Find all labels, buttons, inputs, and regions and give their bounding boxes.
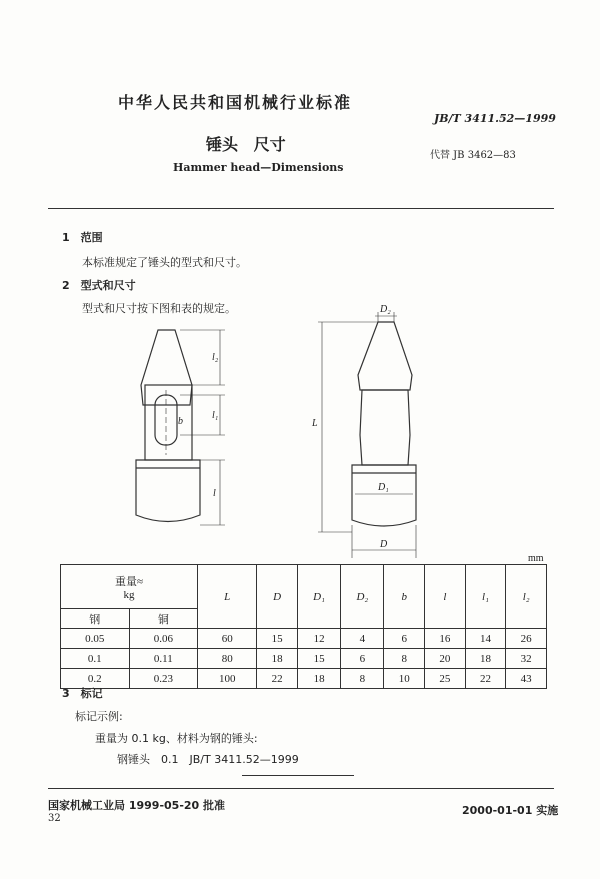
col-l1: l₁ — [465, 565, 506, 629]
label-D1: D₁ — [378, 482, 389, 493]
label-l1: l₁ — [212, 410, 219, 421]
table-row: 0.1 0.11 80 18 15 6 8 20 18 32 — [61, 649, 547, 669]
col-copper: 铜 — [129, 609, 198, 629]
section-3-heading: 3 标记 — [62, 687, 103, 700]
col-L: L — [198, 565, 257, 629]
table-row: 0.05 0.06 60 15 12 4 6 16 14 26 — [61, 629, 547, 649]
col-D: D — [257, 565, 298, 629]
section-1-heading: 1 范围 — [62, 231, 103, 244]
footer-rule — [48, 788, 554, 789]
col-l: l — [425, 565, 466, 629]
label-l: l — [213, 488, 216, 499]
title-cn: 锤头 尺寸 — [206, 135, 286, 154]
marking-description: 重量为 0.1 kg、材料为钢的锤头: — [95, 732, 258, 745]
page-number: 32 — [48, 813, 61, 824]
section-2-body: 型式和尺寸按下图和表的规定。 — [82, 302, 236, 315]
end-rule — [242, 775, 354, 776]
label-b: b — [178, 416, 183, 427]
org-title: 中华人民共和国机械行业标准 — [118, 93, 353, 112]
col-D1: D₁ — [297, 565, 340, 629]
label-l2: l₂ — [212, 352, 219, 363]
label-D2: D₂ — [380, 304, 391, 315]
label-L: L — [312, 418, 318, 429]
section-2-heading: 2 型式和尺寸 — [62, 279, 136, 292]
section-1-body: 本标准规定了锤头的型式和尺寸。 — [82, 256, 247, 269]
table-row: 0.2 0.23 100 22 18 8 10 25 22 43 — [61, 669, 547, 689]
hammer-head-drawing — [0, 300, 600, 560]
approval-line: 国家机械工业局 1999-05-20 批准 — [48, 799, 226, 812]
unit-label: mm — [528, 553, 544, 564]
dimensions-table — [60, 564, 547, 689]
col-D2: D₂ — [341, 565, 384, 629]
standard-number: JB/T 3411.52—1999 — [434, 112, 556, 125]
effective-date: 2000-01-01 实施 — [462, 804, 559, 817]
col-l2: l₂ — [506, 565, 547, 629]
label-D: D — [380, 539, 388, 550]
col-steel: 钢 — [61, 609, 130, 629]
header-rule — [48, 208, 554, 209]
marking-label: 标记示例: — [75, 710, 123, 723]
weight-header: 重量≈ kg — [61, 565, 198, 609]
col-b: b — [384, 565, 425, 629]
replaces-note: 代替 JB 3462—83 — [430, 150, 516, 161]
title-en: Hammer head—Dimensions — [173, 161, 344, 174]
marking-example: 钢锤头 0.1 JB/T 3411.52—1999 — [117, 753, 299, 766]
